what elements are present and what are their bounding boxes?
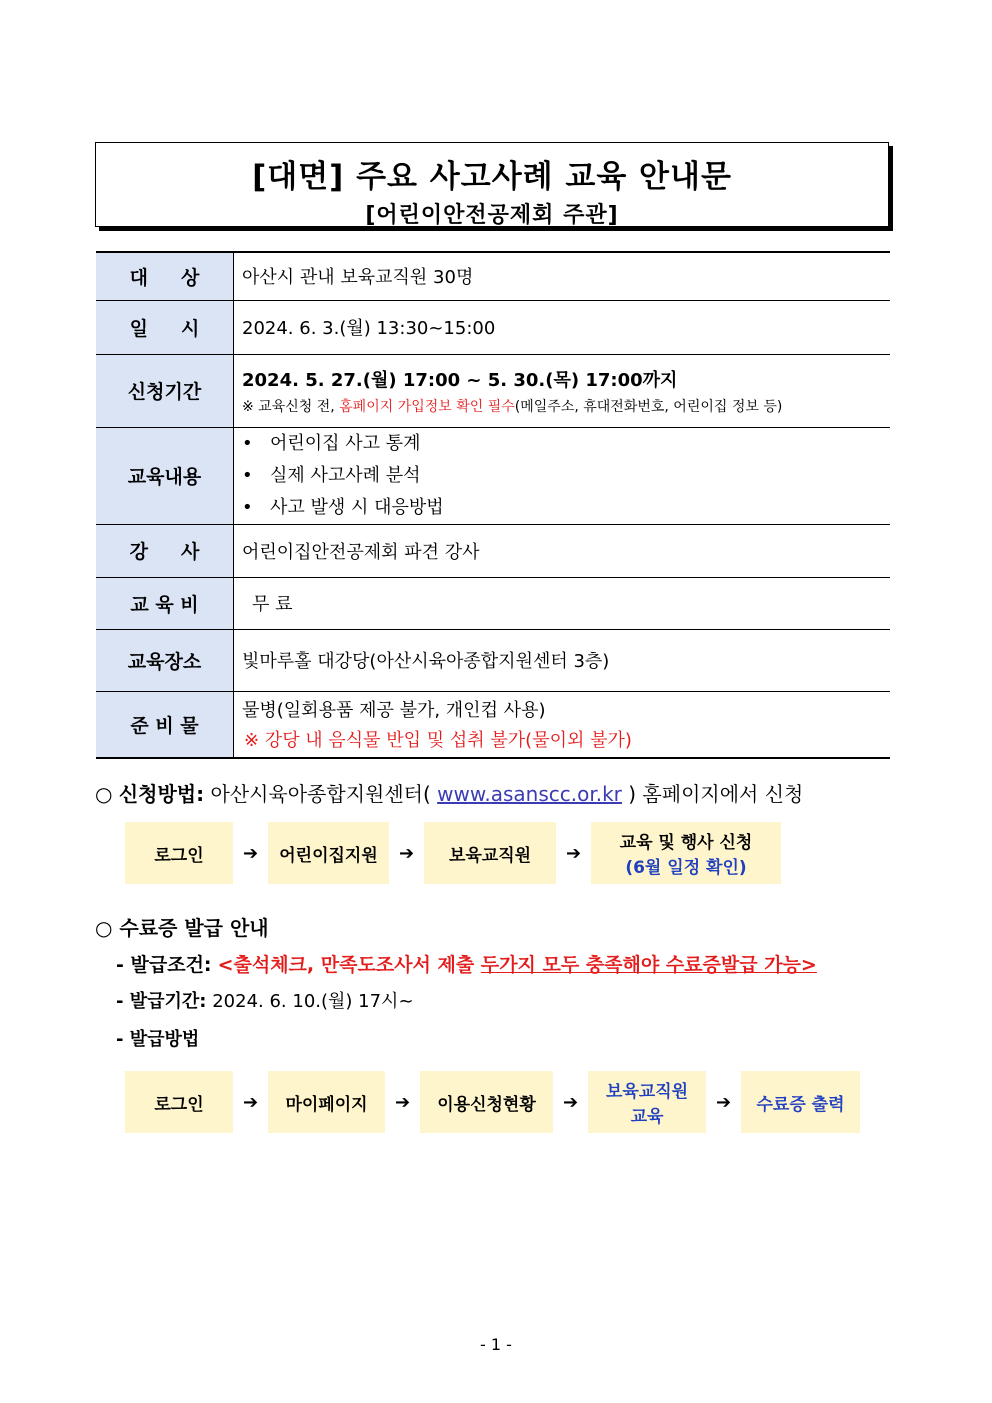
circle-bullet-icon: ○ [95,782,113,806]
cert-step-staff [588,1071,706,1133]
cert-method-label: - 발급방법 [116,1029,200,1050]
circle-bullet-icon: ○ [95,916,113,940]
title-box [95,142,889,227]
row-content [96,427,890,524]
value-instructor: 어린이집안전공제회 파견 강사 [234,524,891,577]
apply-step-register-sub: (6월 일정 확인) [625,858,747,878]
bullet-dot: • [242,432,253,454]
apply-label: 신청방법: [118,782,205,806]
cert-flow [125,1071,860,1133]
label-instructor: 강 사 [96,524,234,577]
document-subtitle: [어린이안전공제회 주관] [365,203,619,228]
cert-cond-label: - 발급조건: [116,954,212,976]
value-prep: 물병(일회용품 제공 불가, 개인컵 사용) [242,700,546,722]
period-note-red: 홈페이지 가입정보 확인 필수 [339,398,515,415]
cert-period [116,987,414,1013]
arrow-right-icon: ➔ [242,842,259,864]
cert-step-print: 수료증 출력 [741,1071,860,1133]
apply-section [95,778,803,807]
label-content: 교육내용 [96,427,234,524]
cert-step-mypage: 마이페이지 [268,1071,385,1133]
content-item-text: 어린이집 사고 통계 [270,432,421,454]
cert-step-login: 로그인 [125,1071,233,1133]
apply-step-daycare: 어린이집지원 [268,822,389,884]
info-table [96,251,890,759]
apply-text-after: ) 홈페이지에서 신청 [621,782,804,806]
row-target [96,252,890,300]
value-prep-cell [234,691,891,758]
page-number: - 1 - [480,1335,512,1354]
value-target: 아산시 관내 보육교직원 30명 [234,252,891,300]
arrow-right-icon: ➔ [715,1091,732,1113]
arrow-right-icon: ➔ [565,842,582,864]
cert-condition [116,950,817,977]
label-place: 교육장소 [96,629,234,691]
value-fee [234,577,891,629]
arrow-right-icon: ➔ [562,1091,579,1113]
apply-step-register [591,822,781,884]
apply-step-login: 로그인 [125,822,233,884]
apply-text-before: 아산시육아종합지원센터( [204,782,438,806]
period-note [242,396,890,416]
arrow-right-icon: ➔ [394,1091,411,1113]
content-item-text: 실제 사고사례 분석 [270,464,421,486]
label-fee: 교 육 비 [96,577,234,629]
row-date [96,300,890,354]
content-item [242,492,890,524]
arrow-right-icon: ➔ [398,842,415,864]
cert-period-label: - 발급기간: [116,991,207,1012]
cert-cond-red2: 두가지 모두 충족해야 수료증발급 가능> [480,954,817,976]
label-prep: 준 비 물 [96,691,234,758]
value-period: 2024. 5. 27.(월) 17:00 ~ 5. 30.(목) 17:00까지 [242,369,678,391]
value-date: 2024. 6. 3.(월) 13:30~15:00 [234,300,891,354]
cert-step-history: 이용신청현황 [420,1071,553,1133]
period-note-suffix: (메일주소, 휴대전화번호, 어린이집 정보 등) [514,398,783,415]
label-period: 신청기간 [96,354,234,427]
row-place [96,629,890,691]
bullet-dot: • [242,464,253,486]
row-instructor [96,524,890,577]
content-item [242,428,890,460]
prep-note: ※ 강당 내 음식물 반입 및 섭취 불가(물이외 불가) [244,730,632,752]
bullet-dot: • [242,496,253,518]
arrow-right-icon: ➔ [242,1091,259,1113]
apply-step-register-label: 교육 및 행사 신청 [619,833,753,853]
row-period [96,354,890,427]
website-link[interactable]: www.asanscc.or.kr [437,782,622,806]
value-content [234,427,891,524]
label-date: 일 시 [96,300,234,354]
cert-title: 수료증 발급 안내 [119,916,269,940]
cert-section-title [95,912,269,941]
row-fee [96,577,890,629]
cert-step-staff-label: 보육교직원 [605,1082,689,1102]
cert-cond-red1: <출석체크, 만족도조사서 제출 [217,954,481,976]
apply-step-staff: 보육교직원 [424,822,556,884]
value-place: 빛마루홀 대강당(아산시육아종합지원센터 3층) [234,629,891,691]
apply-flow [125,822,781,884]
fee-text: 무 료 [252,594,293,615]
document-title: [대면] 주요 사고사례 교육 안내문 [252,159,732,195]
label-target: 대 상 [96,252,234,300]
cert-period-value: 2024. 6. 10.(월) 17시~ [206,991,414,1012]
value-period-cell [234,354,891,427]
content-item-text: 사고 발생 시 대응방법 [270,496,444,518]
row-prep [96,691,890,758]
period-note-prefix: ※ 교육신청 전, [242,398,340,415]
content-item [242,460,890,492]
cert-step-staff-sub: 교육 [630,1107,664,1127]
